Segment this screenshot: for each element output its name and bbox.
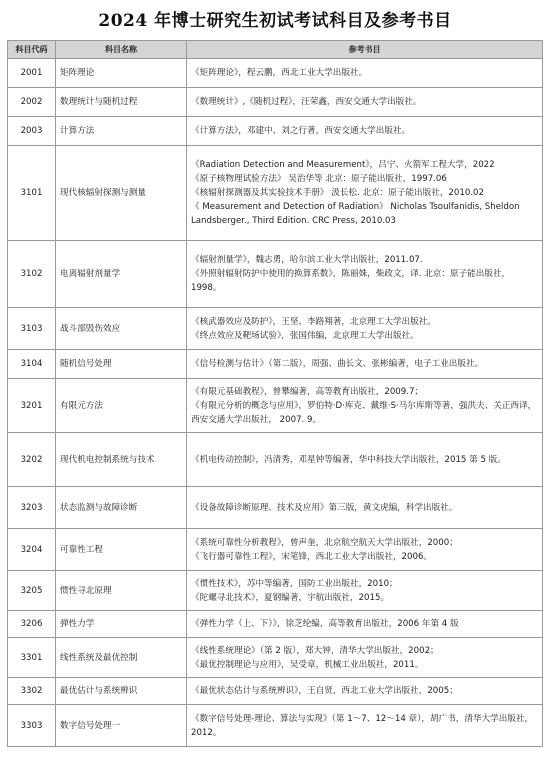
subject-name: 状态监测与故障诊断 bbox=[56, 487, 187, 529]
subject-code: 3202 bbox=[8, 433, 56, 487]
table-row bbox=[8, 571, 543, 611]
subject-name: 现代机电控制系统与技术 bbox=[56, 433, 187, 487]
header-subject-name: 科目名称 bbox=[56, 41, 187, 59]
subject-code: 3203 bbox=[8, 487, 56, 529]
reference-books bbox=[187, 571, 543, 611]
table-row bbox=[8, 433, 543, 487]
reference-book-entry: 《辐射剂量学》，魏志勇，哈尔滨工业大学出版社，2011.07. bbox=[191, 255, 423, 265]
table-body bbox=[8, 59, 543, 747]
table-row bbox=[8, 611, 543, 638]
table-row bbox=[8, 678, 543, 705]
reference-book-entry: 《矩阵理论》，程云鹏，西北工业大学出版社。 bbox=[191, 68, 368, 78]
reference-book-entry: 《最优控制理论与应用》，吴受章，机械工业出版社，2011。 bbox=[191, 659, 424, 670]
reference-book-entry: 《飞行器可靠性工程》，宋笔锋，西北工业大学出版社，2006。 bbox=[191, 551, 433, 562]
reference-book-entry: 《惯性技术》，苏中等编著，国防工业出版社，2010； bbox=[191, 578, 398, 589]
reference-book-entry: 《陀螺寻北技术》，夏钢编著，宇航出版社，2015。 bbox=[191, 592, 390, 603]
reference-book-entry: 《弹性力学（上、下）》，徐芝纶编，高等教育出版社，2006 年第 4 版 bbox=[191, 619, 459, 629]
reference-books bbox=[187, 678, 543, 705]
table-row bbox=[8, 241, 543, 308]
table-row bbox=[8, 487, 543, 529]
table-header-row bbox=[8, 41, 543, 59]
subject-code: 3205 bbox=[8, 571, 56, 611]
subject-name: 数理统计与随机过程 bbox=[56, 88, 187, 117]
reference-book-entry: 《有限元分析的概念与应用》，罗伯特·D·库克、戴维·S·马尔库斯等著，强洪夫、关正西译，西安交通大学出版社， 2007. 9。 bbox=[191, 400, 537, 425]
reference-book-entry: 《线性系统理论》（第 2 版），郑大钟，清华大学出版社，2002； bbox=[191, 645, 439, 656]
table-row bbox=[8, 529, 543, 571]
reference-book-entry: 《有限元基础教程》，曾攀编著，高等教育出版社，2009.7； bbox=[191, 386, 424, 397]
subject-name: 线性系统及最优控制 bbox=[56, 638, 187, 678]
subject-name: 弹性力学 bbox=[56, 611, 187, 638]
subject-name: 数字信号处理一 bbox=[56, 705, 187, 747]
reference-book-entry: 《数字信号处理-理论、算法与实现》（第 1～7、12～14 章），胡广书，清华大学出版社，2012。 bbox=[191, 713, 534, 738]
reference-books bbox=[187, 705, 543, 747]
reference-books bbox=[187, 117, 543, 146]
reference-book-entry: 《核辐射探测器及其实验技术手册》 汲长松. 北京：原子能出版社，2010.02 bbox=[191, 188, 484, 198]
reference-books bbox=[187, 241, 543, 308]
subject-code: 2003 bbox=[8, 117, 56, 146]
subject-name: 矩阵理论 bbox=[56, 59, 187, 88]
reference-books bbox=[187, 433, 543, 487]
subject-name: 计算方法 bbox=[56, 117, 187, 146]
subject-code: 3204 bbox=[8, 529, 56, 571]
table-row bbox=[8, 308, 543, 350]
reference-book-entry: 《信号检测与估计》（第二版），周强、曲长文、张彬编著，电子工业出版社。 bbox=[191, 359, 484, 369]
reference-book-entry: 《核武器效应及防护》，王坚、李路翔著，北京理工大学出版社。 bbox=[191, 316, 436, 327]
subject-name: 最优估计与系统辨识 bbox=[56, 678, 187, 705]
table-row bbox=[8, 638, 543, 678]
reference-book-entry: 《机电传动控制》，冯清秀，邓星钟等编著，华中科技大学出版社，2015 第 5 版。 bbox=[191, 454, 506, 465]
reference-book-entry: 《设备故障诊断原理、技术及应用》第三版，黄文虎编，科学出版社。 bbox=[191, 502, 458, 513]
reference-book-entry: 《最优状态估计与系统辨识》，王自贤，西北工业大学出版社，2005； bbox=[191, 686, 458, 696]
table-row bbox=[8, 350, 543, 379]
reference-books bbox=[187, 379, 543, 433]
subject-code: 2002 bbox=[8, 88, 56, 117]
table-row bbox=[8, 146, 543, 241]
header-subject-code: 科目代码 bbox=[8, 41, 56, 59]
reference-books bbox=[187, 350, 543, 379]
reference-table bbox=[7, 40, 543, 747]
reference-books bbox=[187, 529, 543, 571]
subject-code: 3302 bbox=[8, 678, 56, 705]
reference-book-entry: 《终点效应及靶场试验》，张国伟编，北京理工大学出版社。 bbox=[191, 330, 419, 341]
subject-code: 3101 bbox=[8, 146, 56, 241]
reference-books bbox=[187, 88, 543, 117]
subject-code: 3104 bbox=[8, 350, 56, 379]
header-references: 参考书目 bbox=[187, 41, 543, 59]
reference-book-entry: 《 Measurement and Detection of Radiation》 Nicholas Tsoulfanidis, Sheldon Landsberger., Third Edition. CRC Press, 2010.03 bbox=[191, 202, 520, 226]
table-row bbox=[8, 379, 543, 433]
subject-name: 战斗部毁伤效应 bbox=[56, 308, 187, 350]
subject-code: 3206 bbox=[8, 611, 56, 638]
table-row bbox=[8, 59, 543, 88]
subject-code: 3102 bbox=[8, 241, 56, 308]
table-row bbox=[8, 88, 543, 117]
subject-name: 可靠性工程 bbox=[56, 529, 187, 571]
reference-books bbox=[187, 638, 543, 678]
reference-books bbox=[187, 59, 543, 88]
subject-name: 有限元方法 bbox=[56, 379, 187, 433]
reference-book-entry: 《数理统计》,《随机过程》，汪荣鑫，西安交通大学出版社。 bbox=[191, 97, 422, 107]
table-row bbox=[8, 705, 543, 747]
reference-books bbox=[187, 146, 543, 241]
reference-books bbox=[187, 308, 543, 350]
document-title: 2024 年博士研究生初试考试科目及参考书目 bbox=[98, 11, 452, 31]
subject-code: 2001 bbox=[8, 59, 56, 88]
reference-book-entry: 《计算方法》，邓建中、刘之行著，西安交通大学出版社。 bbox=[191, 126, 411, 136]
subject-code: 3201 bbox=[8, 379, 56, 433]
reference-books bbox=[187, 487, 543, 529]
reference-book-entry: 《系统可靠性分析教程》，曾声奎，北京航空航天大学出版社，2000； bbox=[191, 537, 458, 548]
reference-book-entry: 《Radiation Detection and Measurement》，吕宁、火箭军工程大学，2022 bbox=[191, 160, 495, 170]
subject-name: 惯性寻北原理 bbox=[56, 571, 187, 611]
subject-name: 电离辐射剂量学 bbox=[56, 241, 187, 308]
subject-name: 随机信号处理 bbox=[56, 350, 187, 379]
reference-books bbox=[187, 611, 543, 638]
reference-book-entry: 《外照射辐射防护中使用的换算系数》，陈丽姝，柴政文，译. 北京：原子能出版社，1998。 bbox=[191, 269, 511, 293]
reference-book-entry: 《原子核物理试验方法》 吴治华等 北京：原子能出版社，1997.06 bbox=[191, 174, 447, 184]
subject-code: 3301 bbox=[8, 638, 56, 678]
subject-name: 现代核辐射探测与测量 bbox=[56, 146, 187, 241]
subject-code: 3103 bbox=[8, 308, 56, 350]
subject-code: 3303 bbox=[8, 705, 56, 747]
table-row bbox=[8, 117, 543, 146]
